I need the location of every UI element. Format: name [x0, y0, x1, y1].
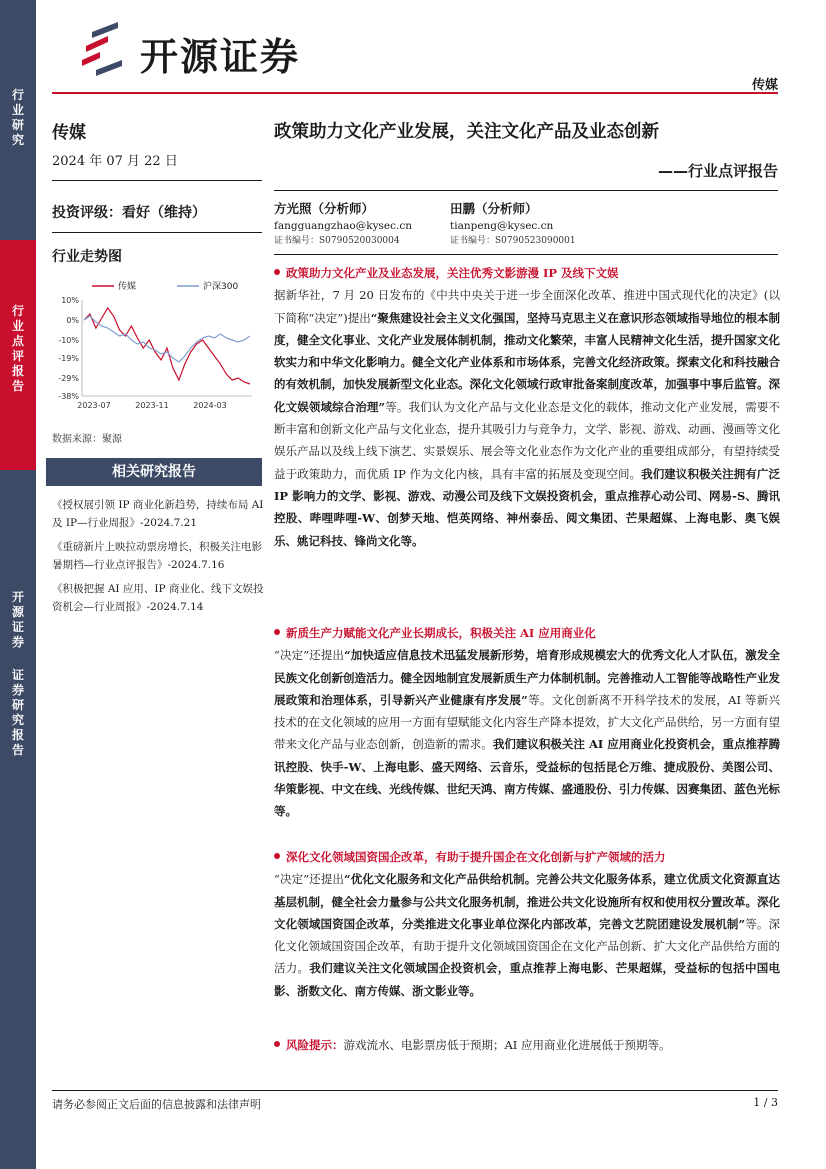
section-paragraph: “决定”还提出“加快适应信息技术迅猛发展新形势，培育形成规模宏大的优秀文化人才队伍，激发全民族文化创新创造活力。健全因地制宜发展新质生产力体制机制。完善推动人工智能等战略性产业发展政策和治理体系，引导新兴产业健康有序发展”等。文化创新离不开科学技术的发展，AI 等新兴技术的在文化领域的应用一方面有望赋能文化内容生产降本提效，扩大文化产品供给，另一方面有望带来文化产品与业态创新，创造新的需求。我们建议积极关注 AI 应用商业化投资机会，重点推荐腾讯控股、快手-W、上海电影、盛天网络、云音乐，受益标的包括昆仑万维、捷成股份、美图公司、华策影视、中文在线、光线传媒、世纪天鸿、南方传媒、盛通股份、引力传媒、因赛集团、蓝色光标等。: [274, 648, 781, 819]
x-tick-label: 2023-07: [77, 401, 111, 410]
footer-divider: [52, 1090, 778, 1091]
related-report-item[interactable]: 《授权展引领 IP 商业化新趋势，持续布局 AI 及 IP—行业周报》-2024.7.21: [52, 499, 264, 529]
footer-disclaimer[interactable]: 请务必参阅正文后面的信息披露和法律声明: [52, 1098, 261, 1111]
stripe-report-type: 行业点评报告: [0, 240, 36, 470]
y-tick-label: -10%: [58, 336, 79, 345]
section-paragraph: 据新华社，7 月 20 日发布的《中共中央关于进一步全面深化改革、推进中国式现代化的决定》(以下简称“决定”)提出“聚焦建设社会主义文化强国，坚持马克思主义在意识形态领域指导地位的根本制度，健全文化事业、文化产业发展体制机制，推动文化繁荣，丰富人民精神文化生活，提升国家文化软实力和中华文化影响力。健全文化产业体系和市场体系，完善文化经济政策。探索文化和科技融合的有效机制，加快发展新型文化业态。深化文化领域行政审批备案制度改革，加强事中事后监管。深化文娱领域综合治理”等。我们认为文化产品与文化业态是文化的载体，推动文化产业发展，需要不断丰富和创新文化产品与文化业态，提升其吸引力与竞争力，文学、影视、游戏、动画、漫画等文化娱乐产品以及线上线下演艺、实景娱乐、展会等文化业态作为文化产业的重要组成部分，有望持续受益于政策助力，而优质 IP 作为文化内核，具有丰富的拓展及变现空间。我们建议积极关注拥有广泛 IP 影响力的文学、影视、游戏、动漫公司及线下文娱投资机会，重点推荐心动公司、网易-S、腾讯控股、哔哩哔哩-W、创梦天地、恺英网络、神州泰岳、阅文集团、芒果超媒、上海电影、奥飞娱乐、姚记科技、锋尚文化等。: [274, 288, 780, 548]
series-line-0: [84, 308, 250, 384]
section-heading: 政策助力文化产业及业态发展，关注优秀文影游漫 IP 及线下文娱: [274, 262, 780, 284]
section-ai-productivity: [274, 622, 780, 823]
report-subtitle: ——行业点评报告: [657, 162, 778, 180]
analyst-card: [274, 200, 474, 248]
industry-name: 传媒: [52, 123, 86, 143]
section-heading: 新质生产力赋能文化产业长期成长，积极关注 AI 应用商业化: [274, 622, 780, 644]
chart-source: 数据来源：聚源: [52, 434, 122, 445]
analyst-cert: 证书编号：S0790523090001: [450, 236, 576, 246]
report-date: 2024 年 07 月 22 日: [52, 154, 178, 169]
x-tick-label: 2024-03: [193, 401, 227, 410]
analyst-card: [450, 200, 650, 248]
section-paragraph: “决定”还提出“优化文化服务和文化产品供给机制。完善公共文化服务体系，建立优质文化资源直达基层机制，健全社会力量参与公共文化服务机制，推进公共文化设施所有权和使用权分置改革。深化文化领域国资国企改革，分类推进文化事业单位深化内部改革，完善文艺院团建设发展机制”等。深化文化领域国资国企改革，有助于提升文化领域国资国企在文化产品创新、扩大文化产品供给方面的活力。我们建议关注文化领域国企投资机会，重点推荐上海电影、芒果超媒，受益标的包括中国电影、浙数文化、南方传媒、浙文影业等。: [274, 872, 781, 998]
brand-logo: [78, 20, 338, 78]
report-title: 政策助力文化产业发展，关注文化产品及业态创新: [274, 122, 659, 142]
series-line-1: [84, 316, 250, 362]
y-tick-label: 0%: [66, 316, 79, 325]
related-reports-list: [52, 496, 266, 622]
y-tick-label: -19%: [58, 354, 79, 363]
section-policy-support: [274, 262, 780, 552]
brand-name: 开源证券: [140, 35, 301, 79]
bullet-icon: [274, 629, 280, 635]
analyst-divider: [274, 254, 778, 255]
analyst-cert: 证书编号：S0790520030004: [274, 236, 400, 246]
risk-warning: 风险提示：游戏流水、电影票房低于预期；AI 应用商业化进展低于预期等。: [274, 1034, 780, 1056]
analyst-name: 田鹏（分析师）: [450, 201, 538, 216]
investment-rating: 投资评级：看好（维持）: [52, 205, 206, 221]
stripe-brand: 开源证券 证券研究报告: [0, 470, 36, 1169]
stripe-industry-research: 行业研究: [0, 0, 36, 240]
header-industry-tag: 传媒: [751, 78, 778, 93]
y-tick-label: -38%: [58, 392, 79, 401]
legend-label: 传媒: [118, 282, 137, 292]
title-divider: [274, 190, 778, 191]
legend-label: 沪深300: [203, 282, 239, 292]
related-reports-header: 相关研究报告: [46, 458, 262, 486]
section-soe-reform: [274, 846, 780, 1002]
page-number: 1 / 3: [753, 1096, 778, 1109]
kaiyuan-logo-icon: [78, 20, 134, 76]
left-divider: [52, 232, 262, 233]
section-heading: 深化文化领域国资国企改革，有助于提升国企在文化创新与扩产领域的活力: [274, 846, 780, 868]
x-tick-label: 2023-11: [135, 401, 169, 410]
bullet-icon: [274, 269, 280, 275]
industry-trend-chart: [52, 278, 262, 418]
bullet-icon: [274, 853, 280, 859]
related-report-item[interactable]: 《重磅新片上映拉动票房增长，积极关注电影暑期档—行业点评报告》-2024.7.16: [52, 541, 262, 571]
analyst-email[interactable]: fangguangzhao@kysec.cn: [274, 220, 412, 232]
y-tick-label: -29%: [58, 374, 79, 383]
analyst-email[interactable]: tianpeng@kysec.cn: [450, 220, 554, 232]
related-report-item[interactable]: 《积极把握 AI 应用、IP 商业化、线下文娱投资机会—行业周报》-2024.7.14: [52, 583, 264, 613]
left-divider: [52, 180, 262, 181]
header-divider: [52, 92, 778, 94]
analyst-name: 方光照（分析师）: [274, 201, 375, 216]
trend-chart-title: 行业走势图: [52, 249, 122, 265]
bullet-icon: [274, 1041, 280, 1047]
y-tick-label: 10%: [61, 296, 79, 305]
